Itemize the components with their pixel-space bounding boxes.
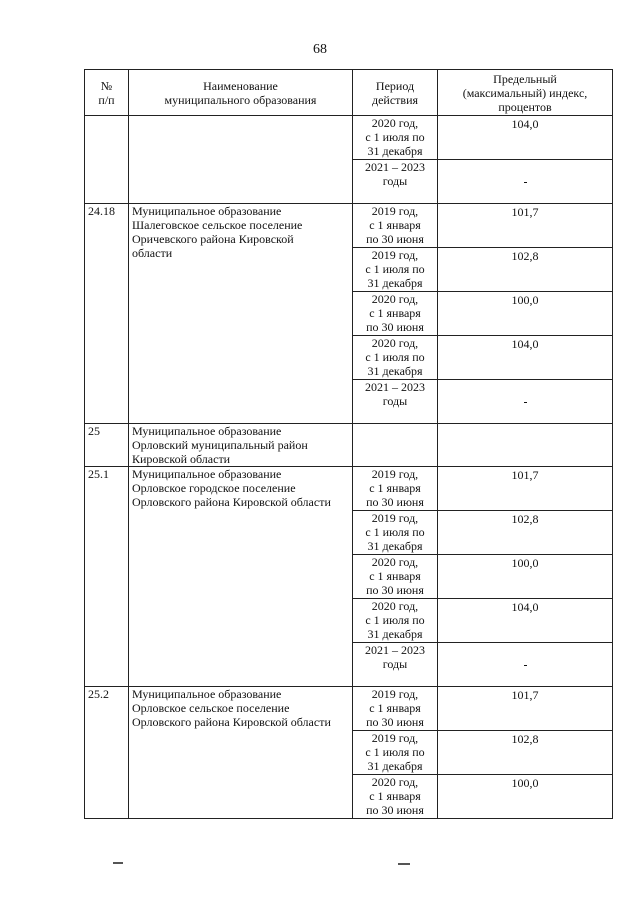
period-cell: 2019 год, с 1 января по 30 июня: [353, 687, 438, 731]
header-name: Наименование муниципального образования: [129, 70, 353, 116]
row-number: [85, 116, 129, 204]
table-row: [85, 467, 613, 511]
formula-numerator: [524, 388, 527, 403]
period-cell: 2020 год, с 1 января по 30 июня: [353, 775, 438, 819]
period-cell: 2020 год, с 1 января по 30 июня: [353, 292, 438, 336]
period-cell: 2021 – 2023 годы: [353, 380, 438, 424]
index-value: 102,8: [438, 731, 613, 775]
index-value: [438, 643, 613, 687]
formula-denominator: [524, 183, 527, 197]
period-cell: 2020 год, с 1 июля по 31 декабря: [353, 599, 438, 643]
formula-fraction: [524, 651, 527, 680]
scan-mark: [398, 863, 410, 865]
index-value: 101,7: [438, 687, 613, 731]
index-value: 100,0: [438, 292, 613, 336]
table-row: [85, 116, 613, 160]
period-cell: 2021 – 2023 годы: [353, 643, 438, 687]
header-period: Период действия: [353, 70, 438, 116]
row-number: 24.18: [85, 204, 129, 424]
index-value: 102,8: [438, 248, 613, 292]
formula-denominator: [524, 403, 527, 417]
period-cell: [353, 424, 438, 467]
table-row: [85, 687, 613, 731]
row-number: 25: [85, 424, 129, 467]
formula-numerator: [524, 651, 527, 666]
period-cell: 2021 – 2023 годы: [353, 160, 438, 204]
index-value: 102,8: [438, 511, 613, 555]
period-cell: 2019 год, с 1 января по 30 июня: [353, 204, 438, 248]
index-value: [438, 380, 613, 424]
index-value: 100,0: [438, 555, 613, 599]
index-value: 104,0: [438, 599, 613, 643]
formula-fraction: [524, 388, 527, 417]
scan-mark: [113, 862, 123, 864]
index-value: 101,7: [438, 467, 613, 511]
period-cell: 2019 год, с 1 июля по 31 декабря: [353, 248, 438, 292]
table-row: [85, 424, 613, 467]
period-cell: 2020 год, с 1 января по 30 июня: [353, 555, 438, 599]
period-cell: 2019 год, с 1 января по 30 июня: [353, 467, 438, 511]
index-formula: [524, 174, 527, 188]
municipality-name: Муниципальное образование Орловское городское поселение Орловского района Кировской области: [129, 467, 353, 687]
row-number: 25.2: [85, 687, 129, 819]
municipality-name: Муниципальное образование Орловский муниципальный район Кировской области: [129, 424, 353, 467]
table-row: [85, 204, 613, 248]
table-header-row: [85, 70, 613, 116]
period-cell: 2020 год, с 1 июля по 31 декабря: [353, 116, 438, 160]
row-number: 25.1: [85, 467, 129, 687]
index-value: [438, 424, 613, 467]
tariff-index-table: [84, 69, 613, 819]
header-number: № п/п: [85, 70, 129, 116]
period-cell: 2019 год, с 1 июля по 31 декабря: [353, 511, 438, 555]
index-value: [438, 160, 613, 204]
municipality-name: Муниципальное образование Орловское сельское поселение Орловского района Кировской области: [129, 687, 353, 819]
index-value: 101,7: [438, 204, 613, 248]
index-value: 104,0: [438, 116, 613, 160]
formula-fraction: [524, 168, 527, 197]
index-value: 104,0: [438, 336, 613, 380]
index-formula: [524, 394, 527, 408]
municipality-name: [129, 116, 353, 204]
page-number: 68: [313, 42, 327, 57]
period-cell: 2020 год, с 1 июля по 31 декабря: [353, 336, 438, 380]
formula-numerator: [524, 168, 527, 183]
municipality-name: Муниципальное образование Шалеговское сельское поселение Оричевского района Кировской области: [129, 204, 353, 424]
formula-denominator: [524, 666, 527, 680]
index-value: 100,0: [438, 775, 613, 819]
header-index: Предельный (максимальный) индекс, процентов: [438, 70, 613, 116]
index-formula: [524, 657, 527, 671]
period-cell: 2019 год, с 1 июля по 31 декабря: [353, 731, 438, 775]
